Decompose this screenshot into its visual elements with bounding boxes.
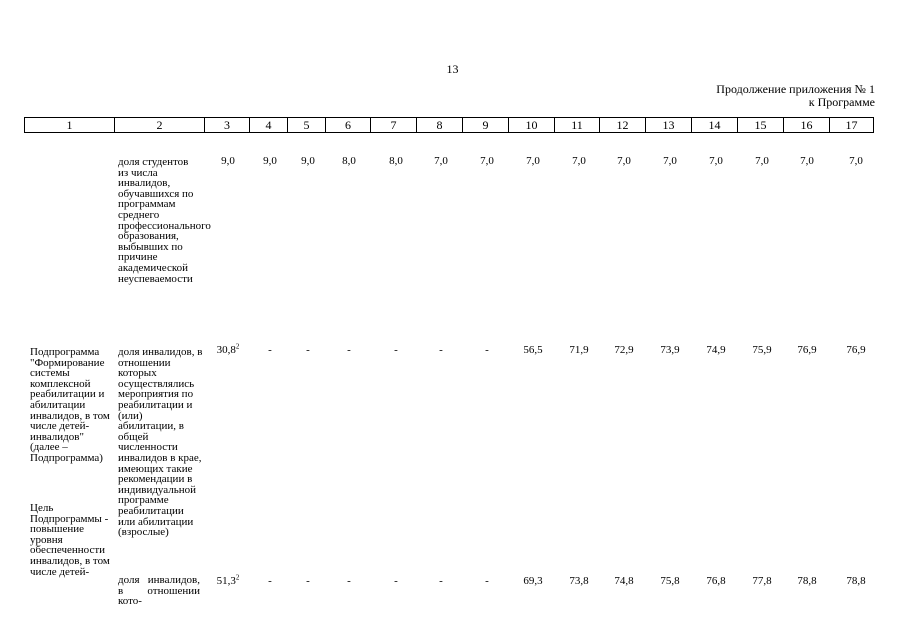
column-header: 11 <box>555 118 600 133</box>
column-header: 6 <box>326 118 371 133</box>
column-header: 1 <box>25 118 115 133</box>
value-cell: 74,9 <box>706 344 726 356</box>
value-cell: 72,9 <box>614 344 634 356</box>
value-cell: 8,0 <box>342 155 356 167</box>
value-cell: 7,0 <box>755 155 769 167</box>
value-cell: 9,0 <box>221 155 235 167</box>
column-header: 10 <box>509 118 555 133</box>
value-cell: 56,5 <box>523 344 543 356</box>
indicator-text: доля инвалидов, в отношении кото- <box>118 574 200 608</box>
column-header: 7 <box>371 118 417 133</box>
indicator-text: доля студентов из числа инвалидов, обучавшихся по программам среднего профессионального образования, выбывших по причине академической неуспеваемости <box>118 156 211 285</box>
value-cell: 73,8 <box>569 575 589 587</box>
column-number-header <box>24 117 874 133</box>
subprogram-goal: Цель Подпрограммы - повышение уровня обеспеченности инвалидов, в том числе детей- <box>30 502 110 578</box>
column-header: 4 <box>250 118 288 133</box>
continuation-line-2: к Программе <box>808 95 875 109</box>
value-cell: 7,0 <box>480 155 494 167</box>
subprogram-title: Подпрограмма "Формирование системы комплексной реабилитации и абилитации инвалидов, в том числе детей-инвалидов" (далее – Подпрограмма) <box>30 346 110 464</box>
value-cell: 74,8 <box>614 575 634 587</box>
value-cell: 78,8 <box>797 575 817 587</box>
value-cell: 7,0 <box>434 155 448 167</box>
column-header: 2 <box>115 118 205 133</box>
footnote-marker: 2 <box>235 342 240 351</box>
value-cell: 69,3 <box>523 575 543 587</box>
column-header: 17 <box>830 118 874 133</box>
value-cell: 7,0 <box>849 155 863 167</box>
value-cell: - <box>439 344 443 356</box>
column-header: 9 <box>463 118 509 133</box>
value-cell: 51,3$^2$ <box>216 573 240 587</box>
footnote-marker: 2 <box>235 573 240 582</box>
value-cell: - <box>394 344 398 356</box>
page-number: 13 <box>446 62 459 76</box>
column-header: 16 <box>784 118 830 133</box>
value-cell: 75,9 <box>752 344 772 356</box>
value-cell: 76,8 <box>706 575 726 587</box>
column-header: 3 <box>205 118 250 133</box>
continuation-note <box>716 83 875 109</box>
value-cell: 76,9 <box>846 344 866 356</box>
value-cell: - <box>439 575 443 587</box>
value-cell: 7,0 <box>800 155 814 167</box>
value-cell: 73,9 <box>660 344 680 356</box>
value-cell: 78,8 <box>846 575 866 587</box>
value-cell: - <box>306 344 310 356</box>
column-header: 13 <box>646 118 692 133</box>
value-cell: 9,0 <box>301 155 315 167</box>
value-cell: - <box>268 575 272 587</box>
value-cell: 8,0 <box>389 155 403 167</box>
column-header: 5 <box>288 118 326 133</box>
value-cell: - <box>347 575 351 587</box>
continuation-line-1: Продолжение приложения № 1 <box>716 82 875 96</box>
value-cell: 9,0 <box>263 155 277 167</box>
value-cell: - <box>485 344 489 356</box>
column-header: 15 <box>738 118 784 133</box>
value-cell: - <box>347 344 351 356</box>
indicator-text: доля инвалидов, в отношении которых осуществлялись мероприятия по реабилитации и (или) абилитации, в общей численности инвалидов в крае, имеющих такие рекомендации в индивидуальной программе реабилитации или абилитации (взрослые) <box>118 346 203 539</box>
value-cell: - <box>485 575 489 587</box>
value-cell: - <box>268 344 272 356</box>
column-header: 12 <box>600 118 646 133</box>
value-cell: 7,0 <box>572 155 586 167</box>
value-cell: 75,8 <box>660 575 680 587</box>
value-cell: 7,0 <box>709 155 723 167</box>
value-cell: - <box>306 575 310 587</box>
value-cell: 71,9 <box>569 344 589 356</box>
value-cell: 77,8 <box>752 575 772 587</box>
value-cell: - <box>394 575 398 587</box>
value-cell: 30,8$^2$ <box>216 342 240 356</box>
value-cell: 7,0 <box>663 155 677 167</box>
column-header: 14 <box>692 118 738 133</box>
value-cell: 76,9 <box>797 344 817 356</box>
value-cell: 7,0 <box>617 155 631 167</box>
value-cell: 7,0 <box>526 155 540 167</box>
column-header: 8 <box>417 118 463 133</box>
